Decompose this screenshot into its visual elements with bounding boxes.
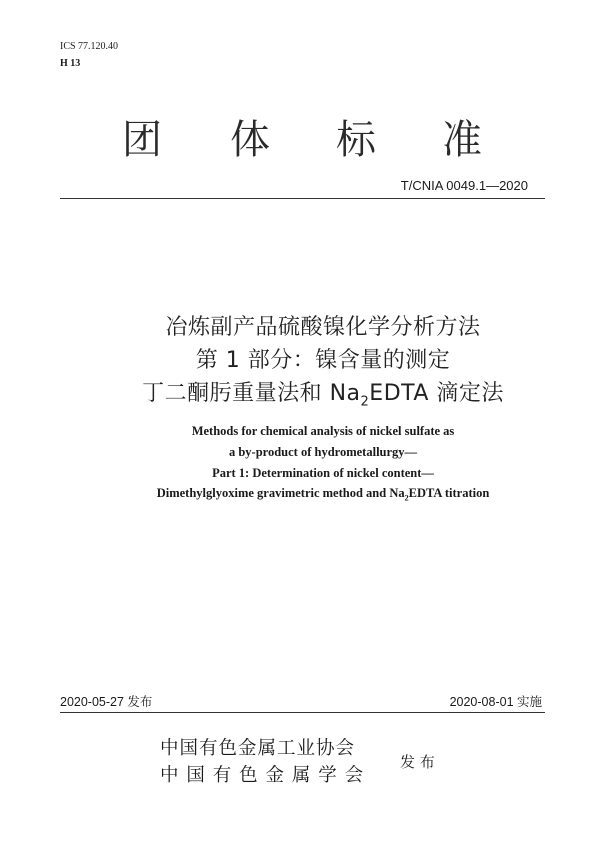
standard-code: T/CNIA 0049.1—2020 [400,178,528,193]
title-en-line1: Methods for chemical analysis of nickel sulfate as [191,424,455,438]
bottom-divider [60,712,545,713]
title-en-line4-sub: 2 [404,493,409,503]
title-cn-line3 [0,376,600,409]
title-cn-line3-pre: 丁二酮肟重量法和 Na [142,381,361,406]
standard-type-char: 团 [122,117,162,163]
title-en-line4-pre: Dimethylglyoxime gravimetric method and Na [156,486,405,500]
title-en-line2: a by-product of hydrometallurgy— [228,445,418,459]
title-cn-line1: 冶炼副产品硫酸镍化学分析方法 [165,315,481,340]
title-en-line4 [0,486,600,503]
title-cn-line3-post: EDTA 滴定法 [369,381,504,406]
ics-code: ICS 77.120.40 [60,41,119,52]
title-en-line3: Part 1: Determination of nickel content— [212,466,434,480]
standard-type-char: 体 [230,117,270,163]
title-cn-line2: 第 1 部分：镍含量的测定 [195,348,451,373]
title-cn-line3-sub: 2 [360,394,370,410]
publish-label: 发 布 [400,753,435,771]
implement-date: 2020-08-01 实施 [449,695,542,709]
title-en-line4-post: EDTA titration [408,486,490,500]
top-divider [60,198,545,199]
publisher-1: 中国有色金属工业协会 [160,738,356,759]
standard-type-char: 标 [336,117,376,163]
standard-type-char: 准 [442,117,482,163]
issue-date: 2020-05-27 发布 [60,695,153,709]
publisher-2: 中 国 有 色 金 属 学 会 [160,765,365,786]
ccs-code: H 13 [60,58,81,69]
